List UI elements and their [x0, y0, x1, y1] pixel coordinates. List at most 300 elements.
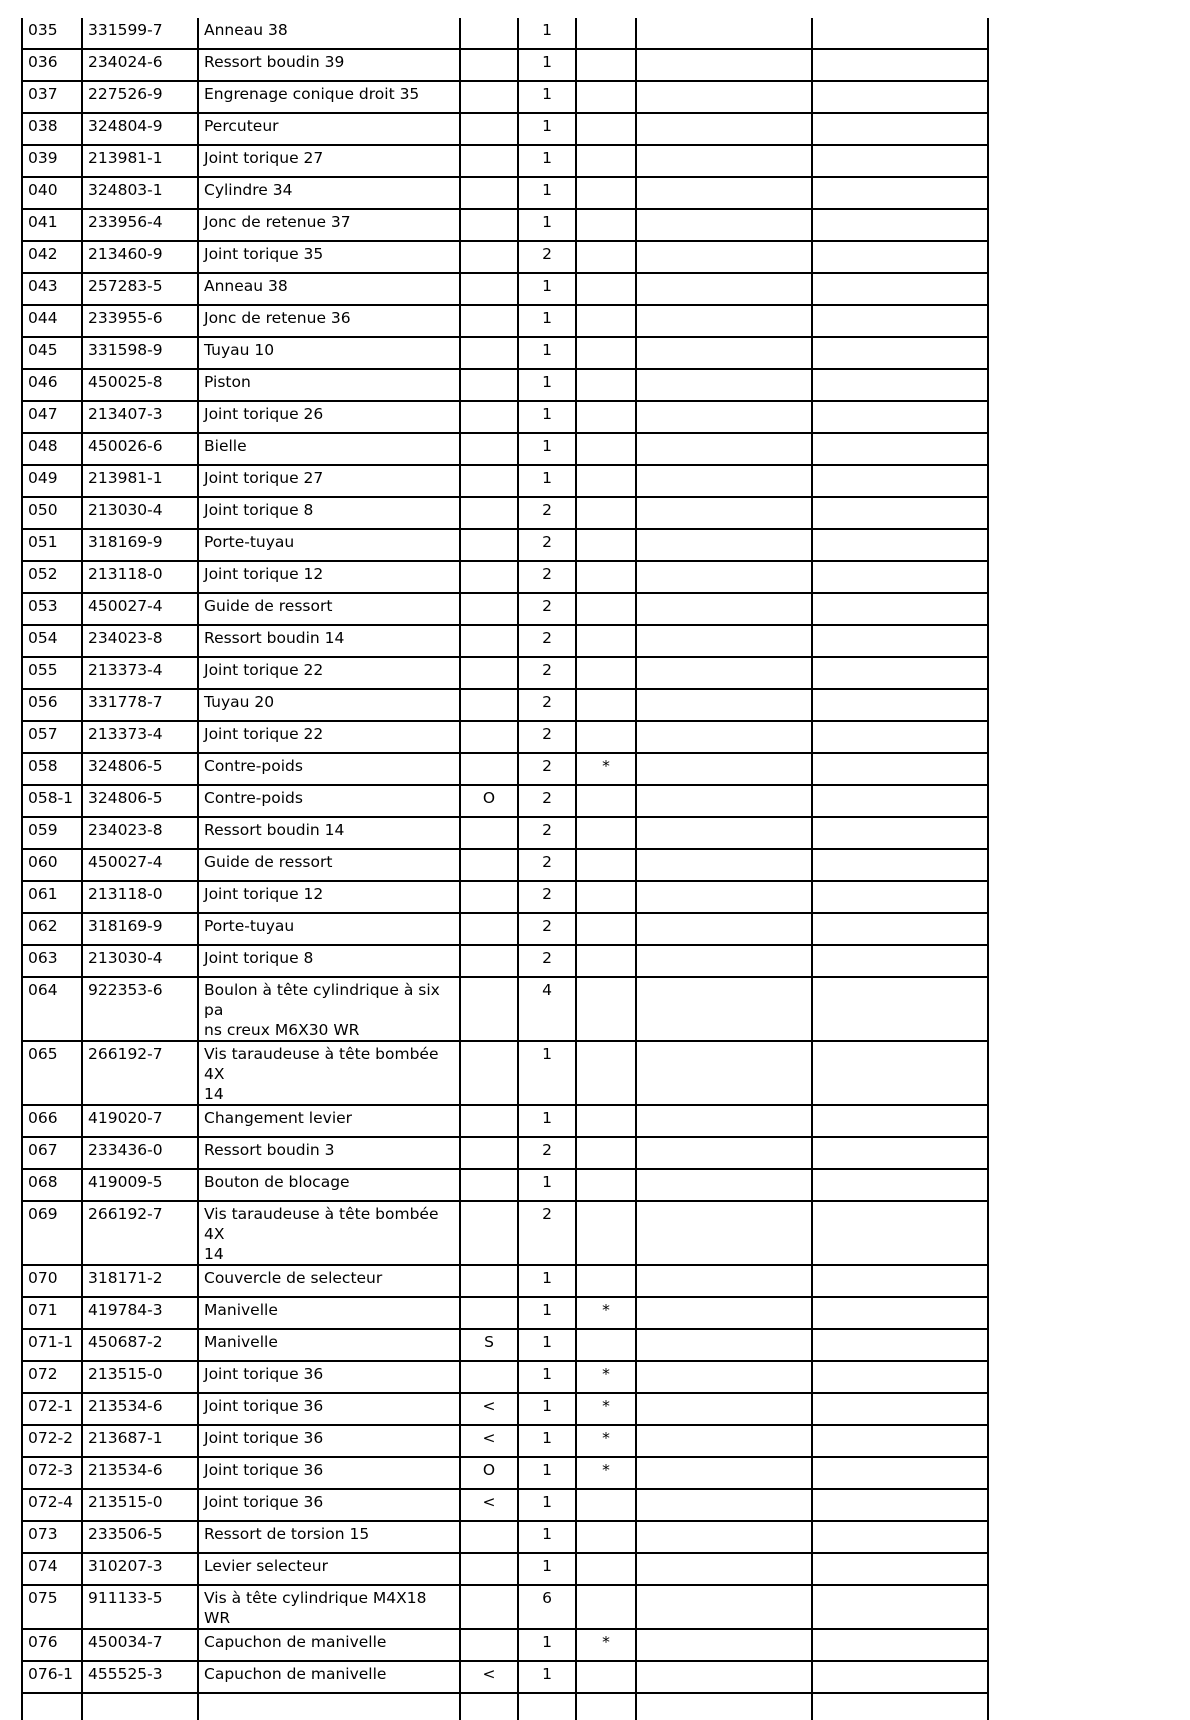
quantity-cell: 2 — [518, 593, 576, 625]
quantity-cell: 6 — [518, 1585, 576, 1629]
item-number-cell: 045 — [22, 337, 82, 369]
table-row — [22, 785, 988, 817]
note-cell — [576, 529, 636, 561]
table-row — [22, 81, 988, 113]
item-number-cell: 072 — [22, 1361, 82, 1393]
description-cell: Percuteur — [198, 113, 460, 145]
empty-cell — [812, 1693, 988, 1720]
marker-cell — [460, 1585, 518, 1629]
part-reference-cell: 450027-4 — [82, 593, 198, 625]
quantity-cell: 1 — [518, 1169, 576, 1201]
empty-cell — [636, 1137, 812, 1169]
part-reference-cell: 213981-1 — [82, 145, 198, 177]
item-number-cell: 064 — [22, 977, 82, 1041]
empty-cell — [812, 753, 988, 785]
empty-cell — [812, 721, 988, 753]
quantity-cell: 2 — [518, 785, 576, 817]
marker-cell — [460, 1553, 518, 1585]
marker-cell — [460, 305, 518, 337]
quantity-cell: 1 — [518, 1041, 576, 1105]
item-number-cell: 072-4 — [22, 1489, 82, 1521]
item-number-cell: 072-3 — [22, 1457, 82, 1489]
item-number-cell: 073 — [22, 1521, 82, 1553]
quantity-cell: 2 — [518, 1201, 576, 1265]
description-line: 14 — [204, 1085, 224, 1103]
empty-cell — [636, 913, 812, 945]
table-row — [22, 689, 988, 721]
empty-cell — [812, 945, 988, 977]
marker-cell — [460, 689, 518, 721]
quantity-cell: 1 — [518, 145, 576, 177]
quantity-cell: 2 — [518, 561, 576, 593]
empty-cell — [812, 1585, 988, 1629]
empty-cell — [636, 1297, 812, 1329]
item-number-cell: 044 — [22, 305, 82, 337]
marker-cell — [460, 625, 518, 657]
note-cell — [576, 1661, 636, 1693]
marker-cell: < — [460, 1393, 518, 1425]
empty-cell — [636, 1489, 812, 1521]
empty-cell — [812, 529, 988, 561]
note-cell: * — [576, 1457, 636, 1489]
item-number-cell: 072-2 — [22, 1425, 82, 1457]
quantity-cell: 2 — [518, 945, 576, 977]
note-cell — [576, 817, 636, 849]
empty-cell — [636, 18, 812, 49]
description-line: Vis taraudeuse à tête bombée 4X — [204, 1045, 439, 1083]
item-number-cell: 061 — [22, 881, 82, 913]
part-reference-cell: 450026-6 — [82, 433, 198, 465]
marker-cell — [460, 113, 518, 145]
empty-cell — [636, 849, 812, 881]
empty-cell — [636, 977, 812, 1041]
empty-cell — [812, 401, 988, 433]
note-cell — [576, 1521, 636, 1553]
part-reference-cell: 419009-5 — [82, 1169, 198, 1201]
description-cell: Joint torique 35 — [198, 241, 460, 273]
description-cell: Joint torique 8 — [198, 945, 460, 977]
marker-cell — [460, 721, 518, 753]
description-cell: Couvercle de selecteur — [198, 1265, 460, 1297]
part-reference-cell: 331598-9 — [82, 337, 198, 369]
table-row — [22, 113, 988, 145]
note-cell — [576, 1329, 636, 1361]
note-cell: * — [576, 1297, 636, 1329]
description-cell: Anneau 38 — [198, 18, 460, 49]
empty-cell — [812, 433, 988, 465]
description-cell: Cylindre 34 — [198, 177, 460, 209]
marker-cell: < — [460, 1489, 518, 1521]
empty-cell — [636, 273, 812, 305]
empty-cell — [576, 1693, 636, 1720]
description-line: 14 — [204, 1245, 224, 1263]
marker-cell — [460, 465, 518, 497]
marker-cell — [460, 817, 518, 849]
quantity-cell: 2 — [518, 529, 576, 561]
note-cell — [576, 913, 636, 945]
empty-cell — [812, 465, 988, 497]
note-cell — [576, 945, 636, 977]
marker-cell — [460, 593, 518, 625]
part-reference-cell: 450027-4 — [82, 849, 198, 881]
description-cell — [198, 1201, 460, 1265]
note-cell — [576, 625, 636, 657]
note-cell: * — [576, 753, 636, 785]
item-number-cell: 067 — [22, 1137, 82, 1169]
note-cell — [576, 1201, 636, 1265]
part-reference-cell: 266192-7 — [82, 1201, 198, 1265]
part-reference-cell: 324806-5 — [82, 753, 198, 785]
table-row-empty — [22, 1693, 988, 1720]
part-reference-cell: 911133-5 — [82, 1585, 198, 1629]
empty-cell — [812, 145, 988, 177]
item-number-cell: 041 — [22, 209, 82, 241]
quantity-cell: 1 — [518, 81, 576, 113]
marker-cell — [460, 1201, 518, 1265]
note-cell — [576, 881, 636, 913]
quantity-cell: 1 — [518, 1521, 576, 1553]
marker-cell — [460, 241, 518, 273]
empty-cell — [636, 209, 812, 241]
marker-cell: O — [460, 785, 518, 817]
empty-cell — [636, 465, 812, 497]
description-cell: Contre-poids — [198, 785, 460, 817]
item-number-cell: 071 — [22, 1297, 82, 1329]
empty-cell — [812, 817, 988, 849]
description-cell: Contre-poids — [198, 753, 460, 785]
table-row — [22, 881, 988, 913]
quantity-cell: 1 — [518, 1329, 576, 1361]
table-row — [22, 753, 988, 785]
table-row — [22, 1169, 988, 1201]
item-number-cell: 069 — [22, 1201, 82, 1265]
note-cell — [576, 657, 636, 689]
note-cell — [576, 1585, 636, 1629]
note-cell — [576, 241, 636, 273]
item-number-cell: 072-1 — [22, 1393, 82, 1425]
item-number-cell: 057 — [22, 721, 82, 753]
description-cell: Joint torique 36 — [198, 1489, 460, 1521]
description-cell: Joint torique 26 — [198, 401, 460, 433]
table-row — [22, 337, 988, 369]
quantity-cell: 2 — [518, 817, 576, 849]
table-row — [22, 1265, 988, 1297]
quantity-cell: 1 — [518, 1297, 576, 1329]
table-row — [22, 977, 988, 1041]
marker-cell — [460, 1105, 518, 1137]
marker-cell — [460, 1169, 518, 1201]
table-row — [22, 1105, 988, 1137]
empty-cell — [636, 401, 812, 433]
item-number-cell: 056 — [22, 689, 82, 721]
empty-cell — [636, 1457, 812, 1489]
empty-cell — [636, 625, 812, 657]
part-reference-cell: 234023-8 — [82, 817, 198, 849]
empty-cell — [636, 881, 812, 913]
description-cell: Bouton de blocage — [198, 1169, 460, 1201]
empty-cell — [460, 1693, 518, 1720]
description-cell: Manivelle — [198, 1297, 460, 1329]
empty-cell — [812, 241, 988, 273]
part-reference-cell: 318171-2 — [82, 1265, 198, 1297]
empty-cell — [636, 113, 812, 145]
empty-cell — [636, 1553, 812, 1585]
note-cell — [576, 721, 636, 753]
empty-cell — [636, 1201, 812, 1265]
item-number-cell: 063 — [22, 945, 82, 977]
empty-cell — [636, 1265, 812, 1297]
empty-cell — [636, 529, 812, 561]
description-cell: Jonc de retenue 37 — [198, 209, 460, 241]
marker-cell: < — [460, 1661, 518, 1693]
table-row — [22, 273, 988, 305]
item-number-cell: 075 — [22, 1585, 82, 1629]
empty-cell — [636, 593, 812, 625]
empty-cell — [812, 1489, 988, 1521]
description-cell: Joint torique 22 — [198, 657, 460, 689]
marker-cell — [460, 81, 518, 113]
note-cell — [576, 81, 636, 113]
marker-cell — [460, 1137, 518, 1169]
empty-cell — [636, 561, 812, 593]
empty-cell — [636, 657, 812, 689]
marker-cell: < — [460, 1425, 518, 1457]
item-number-cell: 076-1 — [22, 1661, 82, 1693]
item-number-cell: 039 — [22, 145, 82, 177]
description-cell — [198, 1041, 460, 1105]
part-reference-cell: 213460-9 — [82, 241, 198, 273]
note-cell — [576, 1169, 636, 1201]
note-cell — [576, 337, 636, 369]
quantity-cell: 1 — [518, 1489, 576, 1521]
table-row — [22, 1393, 988, 1425]
empty-cell — [22, 1693, 82, 1720]
description-line: Boulon à tête cylindrique à six pa — [204, 981, 440, 1019]
empty-cell — [636, 689, 812, 721]
empty-cell — [812, 81, 988, 113]
table-row — [22, 561, 988, 593]
description-cell: Joint torique 36 — [198, 1361, 460, 1393]
marker-cell — [460, 529, 518, 561]
empty-cell — [636, 1661, 812, 1693]
marker-cell — [460, 977, 518, 1041]
part-reference-cell: 266192-7 — [82, 1041, 198, 1105]
empty-cell — [636, 1629, 812, 1661]
empty-cell — [812, 1041, 988, 1105]
table-row — [22, 1329, 988, 1361]
marker-cell: S — [460, 1329, 518, 1361]
table-row — [22, 1489, 988, 1521]
note-cell — [576, 1265, 636, 1297]
note-cell — [576, 145, 636, 177]
table-row — [22, 241, 988, 273]
note-cell — [576, 977, 636, 1041]
empty-cell — [812, 1661, 988, 1693]
item-number-cell: 065 — [22, 1041, 82, 1105]
quantity-cell: 1 — [518, 401, 576, 433]
empty-cell — [812, 113, 988, 145]
marker-cell — [460, 1265, 518, 1297]
part-reference-cell: 324806-5 — [82, 785, 198, 817]
empty-cell — [812, 881, 988, 913]
part-reference-cell: 213118-0 — [82, 881, 198, 913]
table-row — [22, 1521, 988, 1553]
marker-cell — [460, 1041, 518, 1105]
part-reference-cell: 213030-4 — [82, 945, 198, 977]
quantity-cell: 1 — [518, 1553, 576, 1585]
note-cell — [576, 49, 636, 81]
empty-cell — [636, 497, 812, 529]
quantity-cell: 2 — [518, 721, 576, 753]
item-number-cell: 038 — [22, 113, 82, 145]
marker-cell — [460, 849, 518, 881]
part-reference-cell: 310207-3 — [82, 1553, 198, 1585]
description-cell: Ressort boudin 14 — [198, 625, 460, 657]
part-reference-cell: 257283-5 — [82, 273, 198, 305]
marker-cell — [460, 913, 518, 945]
description-cell: Piston — [198, 369, 460, 401]
quantity-cell: 1 — [518, 1393, 576, 1425]
part-reference-cell: 234023-8 — [82, 625, 198, 657]
table-row — [22, 209, 988, 241]
table-row — [22, 465, 988, 497]
note-cell: * — [576, 1629, 636, 1661]
item-number-cell: 040 — [22, 177, 82, 209]
empty-cell — [812, 1629, 988, 1661]
note-cell — [576, 113, 636, 145]
description-cell: Joint torique 22 — [198, 721, 460, 753]
empty-cell — [812, 305, 988, 337]
quantity-cell: 1 — [518, 1105, 576, 1137]
description-cell: Tuyau 10 — [198, 337, 460, 369]
note-cell — [576, 401, 636, 433]
note-cell — [576, 561, 636, 593]
marker-cell: O — [460, 1457, 518, 1489]
item-number-cell: 071-1 — [22, 1329, 82, 1361]
item-number-cell: 046 — [22, 369, 82, 401]
description-cell: Ressort boudin 39 — [198, 49, 460, 81]
part-reference-cell: 234024-6 — [82, 49, 198, 81]
note-cell: * — [576, 1361, 636, 1393]
item-number-cell: 060 — [22, 849, 82, 881]
item-number-cell: 062 — [22, 913, 82, 945]
empty-cell — [636, 305, 812, 337]
empty-cell — [636, 1329, 812, 1361]
empty-cell — [636, 1693, 812, 1720]
empty-cell — [812, 593, 988, 625]
empty-cell — [636, 817, 812, 849]
empty-cell — [636, 145, 812, 177]
marker-cell — [460, 145, 518, 177]
empty-cell — [812, 1297, 988, 1329]
table-row — [22, 721, 988, 753]
quantity-cell: 1 — [518, 1661, 576, 1693]
part-reference-cell: 233436-0 — [82, 1137, 198, 1169]
item-number-cell: 048 — [22, 433, 82, 465]
table-row — [22, 497, 988, 529]
description-cell: Jonc de retenue 36 — [198, 305, 460, 337]
table-row — [22, 593, 988, 625]
item-number-cell: 036 — [22, 49, 82, 81]
marker-cell — [460, 18, 518, 49]
empty-cell — [812, 689, 988, 721]
empty-cell — [812, 785, 988, 817]
quantity-cell: 1 — [518, 369, 576, 401]
description-cell: Tuyau 20 — [198, 689, 460, 721]
description-cell: Guide de ressort — [198, 593, 460, 625]
table-row — [22, 433, 988, 465]
description-cell: Joint torique 8 — [198, 497, 460, 529]
quantity-cell: 1 — [518, 1457, 576, 1489]
parts-table-body — [22, 18, 988, 1720]
empty-cell — [82, 1693, 198, 1720]
marker-cell — [460, 753, 518, 785]
quantity-cell: 1 — [518, 18, 576, 49]
quantity-cell: 1 — [518, 433, 576, 465]
part-reference-cell: 419020-7 — [82, 1105, 198, 1137]
table-row — [22, 177, 988, 209]
table-row — [22, 145, 988, 177]
part-reference-cell: 450687-2 — [82, 1329, 198, 1361]
empty-cell — [812, 657, 988, 689]
quantity-cell: 1 — [518, 49, 576, 81]
table-row — [22, 1361, 988, 1393]
part-reference-cell: 450034-7 — [82, 1629, 198, 1661]
part-reference-cell: 213534-6 — [82, 1457, 198, 1489]
quantity-cell: 1 — [518, 1629, 576, 1661]
item-number-cell: 068 — [22, 1169, 82, 1201]
quantity-cell: 1 — [518, 113, 576, 145]
quantity-cell: 1 — [518, 177, 576, 209]
empty-cell — [636, 753, 812, 785]
item-number-cell: 076 — [22, 1629, 82, 1661]
part-reference-cell: 419784-3 — [82, 1297, 198, 1329]
empty-cell — [812, 1457, 988, 1489]
quantity-cell: 2 — [518, 753, 576, 785]
empty-cell — [812, 1393, 988, 1425]
quantity-cell: 1 — [518, 1265, 576, 1297]
marker-cell — [460, 273, 518, 305]
empty-cell — [812, 849, 988, 881]
item-number-cell: 049 — [22, 465, 82, 497]
table-row — [22, 401, 988, 433]
description-cell: Joint torique 36 — [198, 1393, 460, 1425]
part-reference-cell: 455525-3 — [82, 1661, 198, 1693]
empty-cell — [812, 1137, 988, 1169]
marker-cell — [460, 1361, 518, 1393]
marker-cell — [460, 497, 518, 529]
quantity-cell: 1 — [518, 337, 576, 369]
part-reference-cell: 213515-0 — [82, 1361, 198, 1393]
description-cell: Ressort boudin 14 — [198, 817, 460, 849]
marker-cell — [460, 561, 518, 593]
empty-cell — [812, 1201, 988, 1265]
empty-cell — [636, 433, 812, 465]
quantity-cell: 1 — [518, 305, 576, 337]
table-row — [22, 1661, 988, 1693]
note-cell: * — [576, 1393, 636, 1425]
part-reference-cell: 331599-7 — [82, 18, 198, 49]
empty-cell — [636, 1105, 812, 1137]
empty-cell — [636, 1425, 812, 1457]
table-row — [22, 49, 988, 81]
description-cell: Joint torique 27 — [198, 145, 460, 177]
table-row — [22, 913, 988, 945]
quantity-cell: 2 — [518, 1137, 576, 1169]
note-cell — [576, 497, 636, 529]
table-row — [22, 657, 988, 689]
part-reference-cell: 331778-7 — [82, 689, 198, 721]
